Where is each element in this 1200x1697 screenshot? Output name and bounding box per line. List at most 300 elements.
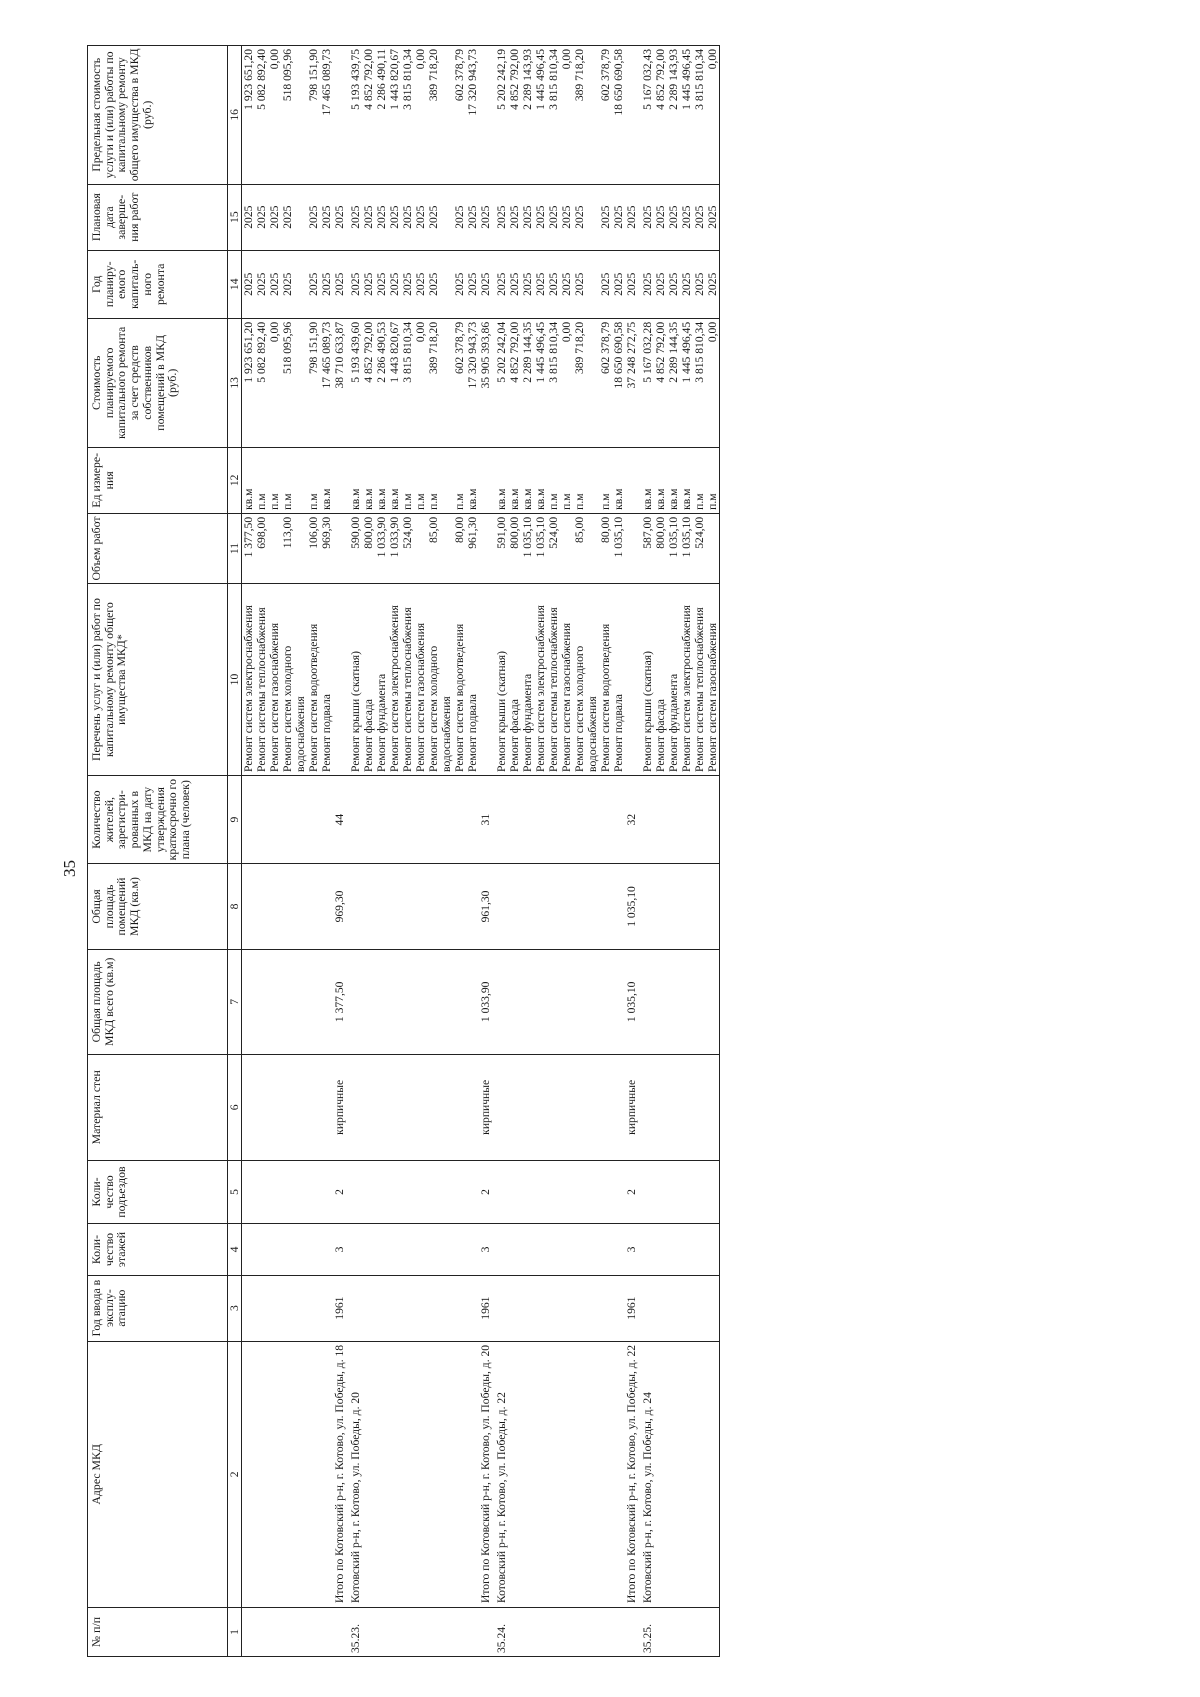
total-row — [625, 46, 641, 1657]
cell-limit — [479, 46, 495, 185]
header-col-10: Перечень услуг и (или) работ по капитальному ремонту общего имущества МКД* — [88, 584, 228, 776]
cell-cost: 0,00 — [414, 318, 427, 447]
cell-year: 2025 — [281, 250, 307, 318]
cell-at — [547, 949, 560, 1054]
cell-num — [362, 1608, 375, 1657]
cell-num — [375, 1608, 388, 1657]
work-row — [307, 46, 320, 1657]
cell-wl — [453, 1055, 466, 1160]
cell-work: Ремонт фасада — [508, 584, 521, 776]
cell-done: 2025 — [508, 184, 521, 250]
cell-unit: п.м — [414, 447, 427, 513]
cell-addr — [375, 1341, 388, 1607]
cell-fl — [401, 1224, 414, 1275]
cell-vol — [560, 513, 573, 583]
work-row — [667, 46, 680, 1657]
cell-work: Ремонт системы теплоснабжения — [547, 584, 560, 776]
work-row — [641, 46, 654, 1657]
cell-work: Ремонт систем водоотведения — [307, 584, 320, 776]
column-number: 2 — [228, 1341, 242, 1607]
cell-limit: 3 815 810,34 — [401, 46, 414, 185]
cell-fl — [521, 1224, 534, 1275]
cell-unit: п.м — [547, 447, 560, 513]
cell-vol: 698,00 — [255, 513, 268, 583]
cell-at — [320, 949, 333, 1054]
cell-limit: 602 378,79 — [599, 46, 612, 185]
cell-limit: 0,00 — [706, 46, 719, 185]
cell-addr — [680, 1341, 693, 1607]
cell-addr: Итого по Котовский р-н, г. Котово, ул. Победы, д. 18 — [333, 1341, 349, 1607]
cell-at — [693, 949, 706, 1054]
cell-year: 2025 — [242, 250, 255, 318]
cell-yb — [401, 1275, 414, 1341]
cell-unit — [479, 447, 495, 513]
column-number: 13 — [228, 318, 242, 447]
cell-rs — [521, 775, 534, 863]
cell-en — [255, 1160, 268, 1224]
cell-work: Ремонт систем электроснабжения — [242, 584, 255, 776]
cell-wl — [414, 1055, 427, 1160]
cell-done: 2025 — [680, 184, 693, 250]
cell-num — [612, 1608, 625, 1657]
cell-at — [641, 949, 654, 1054]
cell-yb: 1961 — [479, 1275, 495, 1341]
cell-yb — [641, 1275, 654, 1341]
cell-limit: 1 445 496,45 — [534, 46, 547, 185]
cell-vol — [625, 513, 641, 583]
cell-yb — [560, 1275, 573, 1341]
cell-fl — [667, 1224, 680, 1275]
cell-limit — [333, 46, 349, 185]
cell-ar — [375, 864, 388, 949]
cell-year: 2025 — [680, 250, 693, 318]
cell-addr — [242, 1341, 255, 1607]
cell-num: 35.24. — [495, 1608, 508, 1657]
cell-work: Ремонт крыши (скатная) — [349, 584, 362, 776]
cell-cost: 5 082 892,40 — [255, 318, 268, 447]
column-number-row — [228, 46, 242, 1657]
cell-ar — [427, 864, 453, 949]
work-row — [401, 46, 414, 1657]
work-row — [547, 46, 560, 1657]
cell-num — [667, 1608, 680, 1657]
cell-year: 2025 — [625, 250, 641, 318]
cell-limit: 798 151,90 — [307, 46, 320, 185]
cell-cost: 2 289 144,35 — [521, 318, 534, 447]
cell-unit: кв.м — [495, 447, 508, 513]
cell-done: 2025 — [375, 184, 388, 250]
cell-work: Ремонт системы теплоснабжения — [693, 584, 706, 776]
cell-year: 2025 — [333, 250, 349, 318]
column-number: 14 — [228, 250, 242, 318]
cell-vol: 113,00 — [281, 513, 307, 583]
cell-vol: 961,30 — [466, 513, 479, 583]
cell-at — [255, 949, 268, 1054]
work-row — [521, 46, 534, 1657]
cell-addr — [401, 1341, 414, 1607]
cell-addr — [466, 1341, 479, 1607]
cell-at — [268, 949, 281, 1054]
cell-en — [466, 1160, 479, 1224]
cell-cost: 1 923 651,20 — [242, 318, 255, 447]
cell-done: 2025 — [667, 184, 680, 250]
cell-fl — [599, 1224, 612, 1275]
cell-ar — [521, 864, 534, 949]
repair-plan-table — [87, 45, 720, 1657]
cell-addr — [693, 1341, 706, 1607]
cell-at — [281, 949, 307, 1054]
cell-en — [362, 1160, 375, 1224]
cell-ar — [560, 864, 573, 949]
cell-done: 2025 — [466, 184, 479, 250]
cell-limit: 389 718,20 — [427, 46, 453, 185]
cell-at — [401, 949, 414, 1054]
cell-year: 2025 — [375, 250, 388, 318]
cell-work: Ремонт подвала — [466, 584, 479, 776]
cell-rs — [281, 775, 307, 863]
cell-unit: кв.м — [680, 447, 693, 513]
cell-cost: 5 167 032,28 — [641, 318, 654, 447]
cell-en — [414, 1160, 427, 1224]
cell-vol: 969,30 — [320, 513, 333, 583]
cell-done: 2025 — [706, 184, 719, 250]
cell-limit: 4 852 792,00 — [362, 46, 375, 185]
cell-year: 2025 — [362, 250, 375, 318]
cell-unit: кв.м — [466, 447, 479, 513]
cell-ar — [388, 864, 401, 949]
cell-unit: п.м — [401, 447, 414, 513]
cell-en — [307, 1160, 320, 1224]
cell-work: Ремонт фасада — [362, 584, 375, 776]
cell-vol: 590,00 — [349, 513, 362, 583]
cell-addr — [414, 1341, 427, 1607]
cell-fl — [414, 1224, 427, 1275]
cell-work: Ремонт систем водоотведения — [599, 584, 612, 776]
cell-work: Ремонт подвала — [612, 584, 625, 776]
cell-yb — [307, 1275, 320, 1341]
cell-unit: п.м — [573, 447, 599, 513]
cell-limit: 1 923 651,20 — [242, 46, 255, 185]
cell-cost: 0,00 — [706, 318, 719, 447]
header-col-8: Общая площадь помещений МКД (кв.м) — [88, 864, 228, 949]
cell-cost: 1 445 496,45 — [534, 318, 547, 447]
cell-unit: кв.м — [375, 447, 388, 513]
cell-en: 2 — [625, 1160, 641, 1224]
cell-done: 2025 — [401, 184, 414, 250]
cell-done: 2025 — [641, 184, 654, 250]
cell-work: Ремонт крыши (скатная) — [495, 584, 508, 776]
cell-limit: 602 378,79 — [453, 46, 466, 185]
cell-done: 2025 — [479, 184, 495, 250]
header-row — [88, 46, 228, 1657]
cell-unit: п.м — [427, 447, 453, 513]
column-number: 8 — [228, 864, 242, 949]
cell-en — [680, 1160, 693, 1224]
cell-work: Ремонт крыши (скатная) — [641, 584, 654, 776]
cell-cost: 4 852 792,00 — [508, 318, 521, 447]
header-col-12: Ед измере-ния — [88, 447, 228, 513]
cell-cost: 5 202 242,04 — [495, 318, 508, 447]
cell-vol: 800,00 — [362, 513, 375, 583]
cell-fl — [508, 1224, 521, 1275]
cell-addr: Итого по Котовский р-н, г. Котово, ул. Победы, д. 20 — [479, 1341, 495, 1607]
column-number: 11 — [228, 513, 242, 583]
cell-num — [388, 1608, 401, 1657]
cell-unit: п.м — [307, 447, 320, 513]
work-row — [427, 46, 453, 1657]
cell-ar — [612, 864, 625, 949]
cell-ar — [534, 864, 547, 949]
cell-vol: 1 033,90 — [375, 513, 388, 583]
cell-rs — [466, 775, 479, 863]
cell-limit: 2 286 490,11 — [375, 46, 388, 185]
cell-ar — [508, 864, 521, 949]
work-row — [693, 46, 706, 1657]
cell-num — [479, 1608, 495, 1657]
work-row — [654, 46, 667, 1657]
cell-limit: 4 852 792,00 — [508, 46, 521, 185]
cell-work: Ремонт систем газоснабжения — [414, 584, 427, 776]
cell-wl — [466, 1055, 479, 1160]
cell-ar — [693, 864, 706, 949]
work-row — [706, 46, 719, 1657]
cell-year: 2025 — [268, 250, 281, 318]
cell-limit: 518 095,96 — [281, 46, 307, 185]
cell-wl — [401, 1055, 414, 1160]
cell-done: 2025 — [281, 184, 307, 250]
cell-wl — [349, 1055, 362, 1160]
column-number: 3 — [228, 1275, 242, 1341]
cell-wl: кирпичные — [333, 1055, 349, 1160]
work-row — [599, 46, 612, 1657]
cell-num — [242, 1608, 255, 1657]
cell-addr — [453, 1341, 466, 1607]
cell-wl — [706, 1055, 719, 1160]
cell-year: 2025 — [667, 250, 680, 318]
cell-en — [388, 1160, 401, 1224]
cell-cost: 602 378,79 — [453, 318, 466, 447]
cell-at: 1 033,90 — [479, 949, 495, 1054]
cell-ar: 969,30 — [333, 864, 349, 949]
cell-year: 2025 — [401, 250, 414, 318]
cell-cost: 18 650 690,58 — [612, 318, 625, 447]
cell-rs — [268, 775, 281, 863]
cell-yb — [255, 1275, 268, 1341]
cell-limit: 1 443 820,67 — [388, 46, 401, 185]
cell-limit: 0,00 — [560, 46, 573, 185]
cell-en — [573, 1160, 599, 1224]
cell-rs — [573, 775, 599, 863]
cell-rs — [242, 775, 255, 863]
cell-fl — [495, 1224, 508, 1275]
cell-rs — [706, 775, 719, 863]
cell-rs — [534, 775, 547, 863]
cell-rs — [362, 775, 375, 863]
cell-num — [255, 1608, 268, 1657]
cell-work: Ремонт систем газоснабжения — [706, 584, 719, 776]
cell-work — [625, 584, 641, 776]
cell-ar — [680, 864, 693, 949]
cell-done: 2025 — [349, 184, 362, 250]
cell-wl — [255, 1055, 268, 1160]
cell-en — [375, 1160, 388, 1224]
cell-done: 2025 — [534, 184, 547, 250]
cell-done: 2025 — [242, 184, 255, 250]
column-number: 16 — [228, 46, 242, 185]
column-number: 9 — [228, 775, 242, 863]
cell-vol: 524,00 — [693, 513, 706, 583]
cell-ar — [268, 864, 281, 949]
cell-unit: п.м — [706, 447, 719, 513]
cell-wl — [281, 1055, 307, 1160]
cell-cost: 2 289 144,35 — [667, 318, 680, 447]
cell-unit: п.м — [560, 447, 573, 513]
cell-fl: 3 — [479, 1224, 495, 1275]
cell-vol: 1 035,10 — [612, 513, 625, 583]
cell-yb — [495, 1275, 508, 1341]
cell-addr — [307, 1341, 320, 1607]
cell-fl: 3 — [625, 1224, 641, 1275]
cell-ar — [667, 864, 680, 949]
cell-unit: кв.м — [362, 447, 375, 513]
cell-work: Ремонт систем электроснабжения — [680, 584, 693, 776]
cell-addr — [706, 1341, 719, 1607]
cell-en — [547, 1160, 560, 1224]
cell-unit: кв.м — [508, 447, 521, 513]
cell-done: 2025 — [307, 184, 320, 250]
cell-limit: 5 167 032,43 — [641, 46, 654, 185]
work-row — [362, 46, 375, 1657]
work-row — [573, 46, 599, 1657]
page-number: 35 — [60, 860, 79, 877]
cell-at — [349, 949, 362, 1054]
cell-year: 2025 — [534, 250, 547, 318]
cell-en — [599, 1160, 612, 1224]
cell-ar: 1 035,10 — [625, 864, 641, 949]
cell-addr — [667, 1341, 680, 1607]
cell-yb — [320, 1275, 333, 1341]
column-number: 7 — [228, 949, 242, 1054]
cell-year: 2025 — [706, 250, 719, 318]
cell-fl — [706, 1224, 719, 1275]
cell-wl — [307, 1055, 320, 1160]
cell-num — [414, 1608, 427, 1657]
cell-year: 2025 — [599, 250, 612, 318]
cell-at — [362, 949, 375, 1054]
cell-vol: 1 035,10 — [680, 513, 693, 583]
cell-wl — [680, 1055, 693, 1160]
cell-en: 2 — [333, 1160, 349, 1224]
cell-cost: 0,00 — [268, 318, 281, 447]
work-row — [495, 46, 508, 1657]
cell-fl — [320, 1224, 333, 1275]
work-row — [375, 46, 388, 1657]
cell-unit: кв.м — [349, 447, 362, 513]
cell-rs — [612, 775, 625, 863]
cell-addr: Итого по Котовский р-н, г. Котово, ул. Победы, д. 22 — [625, 1341, 641, 1607]
cell-addr — [508, 1341, 521, 1607]
cell-at — [534, 949, 547, 1054]
cell-rs — [560, 775, 573, 863]
cell-yb — [508, 1275, 521, 1341]
cell-work: Ремонт систем газоснабжения — [268, 584, 281, 776]
cell-fl: 3 — [333, 1224, 349, 1275]
cell-fl — [680, 1224, 693, 1275]
cell-vol: 1 035,10 — [534, 513, 547, 583]
cell-yb — [268, 1275, 281, 1341]
cell-en — [641, 1160, 654, 1224]
cell-at — [427, 949, 453, 1054]
cell-ar — [281, 864, 307, 949]
cell-year: 2025 — [255, 250, 268, 318]
cell-num — [534, 1608, 547, 1657]
cell-done: 2025 — [414, 184, 427, 250]
cell-wl: кирпичные — [479, 1055, 495, 1160]
cell-cost: 4 852 792,00 — [654, 318, 667, 447]
cell-unit: п.м — [453, 447, 466, 513]
cell-cost: 4 852 792,00 — [362, 318, 375, 447]
cell-yb — [414, 1275, 427, 1341]
cell-num — [680, 1608, 693, 1657]
cell-vol: 524,00 — [401, 513, 414, 583]
cell-cost: 17 465 089,73 — [320, 318, 333, 447]
cell-wl — [573, 1055, 599, 1160]
cell-num — [599, 1608, 612, 1657]
cell-done: 2025 — [599, 184, 612, 250]
cell-addr: Котовский р-н, г. Котово, ул. Победы, д. 20 — [349, 1341, 362, 1607]
cell-yb — [388, 1275, 401, 1341]
cell-ar — [495, 864, 508, 949]
cell-num — [508, 1608, 521, 1657]
cell-limit: 389 718,20 — [573, 46, 599, 185]
cell-cost: 3 815 810,34 — [693, 318, 706, 447]
cell-at — [667, 949, 680, 1054]
cell-wl — [612, 1055, 625, 1160]
cell-ar — [654, 864, 667, 949]
cell-unit: п.м — [281, 447, 307, 513]
work-row — [453, 46, 466, 1657]
cell-fl — [255, 1224, 268, 1275]
cell-yb — [654, 1275, 667, 1341]
cell-addr — [427, 1341, 453, 1607]
cell-addr — [547, 1341, 560, 1607]
header-col-1: № п/п — [88, 1608, 228, 1657]
header-col-9: Количество жителей, зарегистри-рованных в МКД на дату утверждения краткосрочно го плана (человек) — [88, 775, 228, 863]
cell-yb — [573, 1275, 599, 1341]
cell-num: 35.23. — [349, 1608, 362, 1657]
cell-vol: 80,00 — [599, 513, 612, 583]
work-row — [255, 46, 268, 1657]
header-col-14: Год планиру-емого капиталь-ного ремонта — [88, 250, 228, 318]
header-col-15: Плановая дата заверше-ния работ — [88, 184, 228, 250]
cell-wl — [362, 1055, 375, 1160]
cell-fl — [547, 1224, 560, 1275]
cell-work: Ремонт систем электроснабжения — [388, 584, 401, 776]
cell-rs — [349, 775, 362, 863]
cell-rs — [495, 775, 508, 863]
cell-en — [667, 1160, 680, 1224]
cell-wl — [320, 1055, 333, 1160]
work-row — [242, 46, 255, 1657]
cell-year: 2025 — [427, 250, 453, 318]
cell-num — [307, 1608, 320, 1657]
cell-cost: 1 443 820,67 — [388, 318, 401, 447]
cell-unit: кв.м — [667, 447, 680, 513]
cell-done: 2025 — [362, 184, 375, 250]
cell-year: 2025 — [560, 250, 573, 318]
cell-year: 2025 — [466, 250, 479, 318]
cell-year: 2025 — [547, 250, 560, 318]
